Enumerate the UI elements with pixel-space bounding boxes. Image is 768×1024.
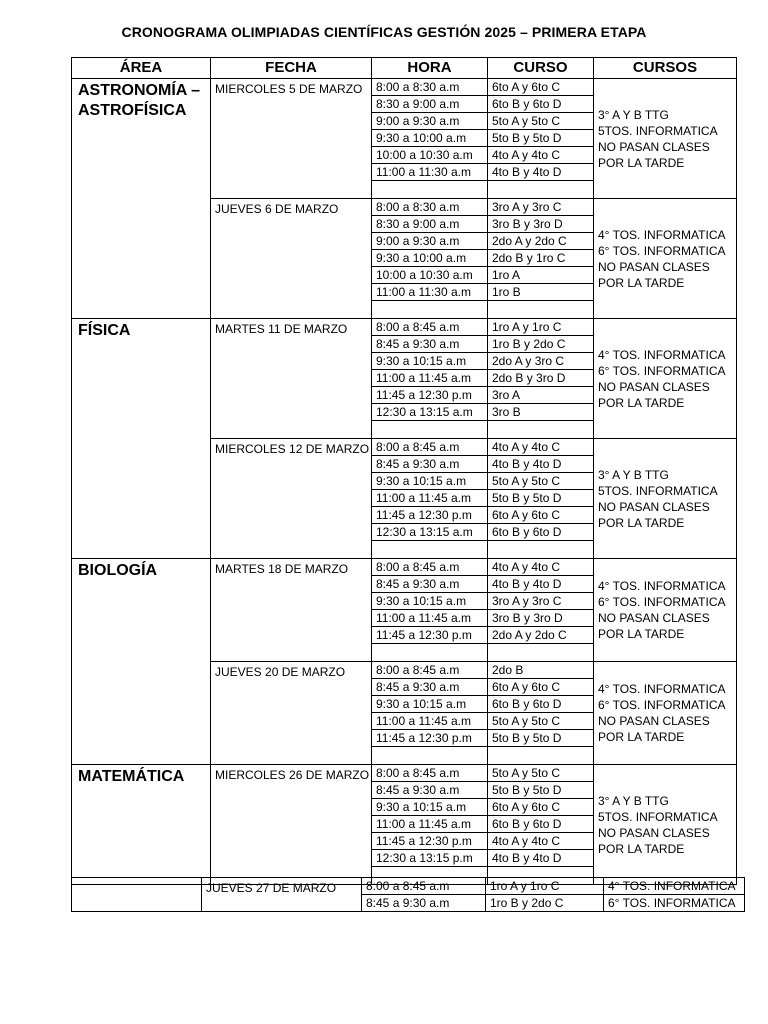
courses-note-line: NO PASAN CLASES POR LA TARDE — [598, 259, 710, 290]
empty-course-cell — [488, 181, 594, 199]
header-cursos: CURSOS — [594, 58, 737, 79]
date-cell: MIERCOLES 26 DE MARZO — [211, 765, 372, 885]
course-cell: 6to A y 6to C — [488, 679, 594, 696]
header-curso: CURSO — [488, 58, 594, 79]
courses-note-line: NO PASAN CLASES POR LA TARDE — [598, 139, 710, 170]
course-cell: 5to A y 5to C — [488, 765, 594, 782]
time-cell: 9:30 a 10:15 a.m — [372, 799, 488, 816]
area-name: FÍSICA — [72, 319, 211, 559]
date-cell: JUEVES 6 DE MARZO — [211, 199, 372, 319]
header-fecha: FECHA — [211, 58, 372, 79]
time-cell: 9:30 a 10:15 a.m — [372, 473, 488, 490]
course-cell: 3ro B y 3ro D — [488, 610, 594, 627]
course-cell: 4to B y 4to D — [488, 850, 594, 867]
courses-note-line: NO PASAN CLASES POR LA TARDE — [598, 499, 710, 530]
course-cell: 2do A y 3ro C — [488, 353, 594, 370]
schedule-table — [71, 57, 737, 885]
courses-note-line: NO PASAN CLASES POR LA TARDE — [598, 714, 710, 744]
course-cell: 4to A y 4to C — [488, 559, 594, 576]
courses-note-line: 4° TOS. INFORMATICA — [598, 227, 726, 242]
time-cell: 8:45 a 9:30 a.m — [372, 456, 488, 473]
time-cell: 11:00 a 11:45 a.m — [372, 713, 488, 730]
course-cell: 1ro A — [488, 267, 594, 284]
time-cell: 11:45 a 12:30 p.m — [372, 730, 488, 747]
course-cell: 4to B y 4to D — [488, 576, 594, 593]
date-cell: MIERCOLES 12 DE MARZO — [211, 439, 372, 559]
time-cell: 12:30 a 13:15 a.m — [372, 524, 488, 541]
course-cell: 5to B y 5to D — [488, 490, 594, 507]
courses-note-line: NO PASAN CLASES POR LA TARDE — [598, 611, 710, 641]
time-cell: 11:00 a 11:30 a.m — [372, 284, 488, 301]
course-cell: 6to B y 6to D — [488, 816, 594, 833]
empty-time-cell — [372, 541, 488, 559]
course-cell: 6to A y 6to C — [488, 79, 594, 96]
empty-course-cell — [488, 421, 594, 439]
time-cell: 8:30 a 9:00 a.m — [372, 96, 488, 113]
courses-note-line: 3° A Y B TTG — [598, 107, 669, 122]
courses-note-cell — [594, 662, 737, 765]
courses-note-cell: 4° TOS. INFORMATICA — [604, 878, 745, 895]
course-cell: 3ro B — [488, 404, 594, 421]
courses-note-line: NO PASAN CLASES POR LA TARDE — [598, 825, 710, 856]
time-cell: 8:30 a 9:00 a.m — [372, 216, 488, 233]
courses-note-line: 6° TOS. INFORMATICA — [598, 698, 726, 712]
time-cell: 8:00 a 8:45 a.m — [372, 662, 488, 679]
empty-time-cell — [372, 301, 488, 319]
course-cell: 3ro A y 3ro C — [488, 593, 594, 610]
empty-course-cell — [488, 747, 594, 765]
time-cell: 8:00 a 8:30 a.m — [372, 199, 488, 216]
table-row — [72, 79, 737, 96]
time-cell: 10:00 a 10:30 a.m — [372, 147, 488, 164]
time-cell: 9:30 a 10:00 a.m — [372, 130, 488, 147]
time-cell: 9:30 a 10:15 a.m — [372, 353, 488, 370]
area-name: MATEMÁTICA — [72, 765, 211, 885]
empty-time-cell — [372, 421, 488, 439]
header-area: ÁREA — [72, 58, 211, 79]
course-cell: 2do B — [488, 662, 594, 679]
time-cell: 8:45 a 9:30 a.m — [362, 895, 486, 912]
course-cell: 1ro A y 1ro C — [488, 319, 594, 336]
course-cell: 4to A y 4to C — [488, 439, 594, 456]
courses-note-line: 6° TOS. INFORMATICA — [598, 595, 726, 609]
table-row — [72, 765, 737, 782]
header-row — [72, 58, 737, 79]
courses-note-line: 3° A Y B TTG — [598, 467, 669, 482]
time-cell: 8:00 a 8:30 a.m — [372, 79, 488, 96]
date-cell: MARTES 18 DE MARZO — [211, 559, 372, 662]
course-cell: 1ro B y 2do C — [486, 895, 604, 912]
course-cell: 4to A y 4to C — [488, 833, 594, 850]
empty-course-cell — [488, 301, 594, 319]
empty-course-cell — [488, 644, 594, 662]
empty-area-cell — [72, 878, 202, 912]
time-cell: 11:00 a 11:45 a.m — [372, 490, 488, 507]
courses-note-cell — [594, 319, 737, 439]
course-cell: 2do A y 2do C — [488, 627, 594, 644]
time-cell: 8:00 a 8:45 a.m — [372, 439, 488, 456]
empty-time-cell — [372, 644, 488, 662]
time-cell: 9:30 a 10:15 a.m — [372, 696, 488, 713]
document-title: CRONOGRAMA OLIMPIADAS CIENTÍFICAS GESTIÓN 2025 – PRIMERA ETAPA — [121, 24, 647, 40]
empty-time-cell — [372, 747, 488, 765]
courses-note-line: NO PASAN CLASES POR LA TARDE — [598, 379, 710, 410]
course-cell: 1ro B y 2do C — [488, 336, 594, 353]
time-cell: 8:00 a 8:45 a.m — [372, 765, 488, 782]
courses-note-cell — [594, 765, 737, 885]
course-cell: 4to B y 4to D — [488, 164, 594, 181]
course-cell: 2do A y 2do C — [488, 233, 594, 250]
date-cell: JUEVES 20 DE MARZO — [211, 662, 372, 765]
time-cell: 12:30 a 13:15 a.m — [372, 404, 488, 421]
empty-time-cell — [372, 181, 488, 199]
time-cell: 9:30 a 10:15 a.m — [372, 593, 488, 610]
courses-note-line: 4° TOS. INFORMATICA — [598, 347, 726, 362]
course-cell: 1ro B — [488, 284, 594, 301]
time-cell: 8:45 a 9:30 a.m — [372, 679, 488, 696]
courses-note-line: 3° A Y B TTG — [598, 793, 669, 808]
course-cell: 5to B y 5to D — [488, 730, 594, 747]
courses-note-line: 5TOS. INFORMATICA — [598, 809, 718, 824]
courses-note-line: 5TOS. INFORMATICA — [598, 123, 718, 138]
area-name: BIOLOGÍA — [72, 559, 211, 765]
course-cell: 3ro A y 3ro C — [488, 199, 594, 216]
course-cell: 6to B y 6to D — [488, 524, 594, 541]
courses-note-cell — [594, 439, 737, 559]
table-row — [72, 319, 737, 336]
course-cell: 5to A y 5to C — [488, 713, 594, 730]
time-cell: 8:45 a 9:30 a.m — [372, 782, 488, 799]
date-cell: MARTES 11 DE MARZO — [211, 319, 372, 439]
course-cell: 3ro A — [488, 387, 594, 404]
course-cell: 3ro B y 3ro D — [488, 216, 594, 233]
courses-note-cell — [594, 79, 737, 199]
course-cell: 2do B y 3ro D — [488, 370, 594, 387]
table-row — [72, 878, 745, 895]
date-cell: MIERCOLES 5 DE MARZO — [211, 79, 372, 199]
time-cell: 12:30 a 13:15 p.m — [372, 850, 488, 867]
course-cell: 5to B y 5to D — [488, 130, 594, 147]
empty-course-cell — [488, 541, 594, 559]
time-cell: 11:00 a 11:45 a.m — [372, 816, 488, 833]
course-cell: 5to A y 5to C — [488, 113, 594, 130]
time-cell: 11:00 a 11:45 a.m — [372, 370, 488, 387]
courses-note-line: 5TOS. INFORMATICA — [598, 483, 718, 498]
courses-note-line: 6° TOS. INFORMATICA — [598, 363, 726, 378]
course-cell: 2do B y 1ro C — [488, 250, 594, 267]
time-cell: 10:00 a 10:30 a.m — [372, 267, 488, 284]
time-cell: 11:45 a 12:30 p.m — [372, 627, 488, 644]
time-cell: 8:00 a 8:45 a.m — [372, 559, 488, 576]
table-row — [72, 559, 737, 576]
area-name: ASTRONOMÍA – ASTROFÍSICA — [72, 79, 211, 319]
course-cell: 6to B y 6to D — [488, 696, 594, 713]
time-cell: 8:45 a 9:30 a.m — [372, 576, 488, 593]
time-cell: 8:45 a 9:30 a.m — [372, 336, 488, 353]
course-cell: 1ro A y 1ro C — [486, 878, 604, 895]
course-cell: 4to B y 4to D — [488, 456, 594, 473]
time-cell: 9:00 a 9:30 a.m — [372, 233, 488, 250]
date-cell: JUEVES 27 DE MARZO — [202, 878, 362, 912]
header-hora: HORA — [372, 58, 488, 79]
courses-note-cell — [594, 559, 737, 662]
time-cell: 8:00 a 8:45 a.m — [362, 878, 486, 895]
time-cell: 11:00 a 11:30 a.m — [372, 164, 488, 181]
time-cell: 11:45 a 12:30 p.m — [372, 387, 488, 404]
time-cell: 9:30 a 10:00 a.m — [372, 250, 488, 267]
courses-note-line: 6° TOS. INFORMATICA — [598, 243, 726, 258]
courses-note-line: 4° TOS. INFORMATICA — [598, 682, 726, 696]
time-cell: 11:45 a 12:30 p.m — [372, 833, 488, 850]
course-cell: 5to B y 5to D — [488, 782, 594, 799]
course-cell: 4to A y 4to C — [488, 147, 594, 164]
time-cell: 11:45 a 12:30 p.m — [372, 507, 488, 524]
course-cell: 5to A y 5to C — [488, 473, 594, 490]
course-cell: 6to A y 6to C — [488, 507, 594, 524]
time-cell: 9:00 a 9:30 a.m — [372, 113, 488, 130]
courses-note-cell — [594, 199, 737, 319]
last-day-table — [71, 877, 745, 912]
courses-note-cell: 6° TOS. INFORMATICA — [604, 895, 745, 912]
course-cell: 6to B y 6to D — [488, 96, 594, 113]
time-cell: 8:00 a 8:45 a.m — [372, 319, 488, 336]
courses-note-line: 4° TOS. INFORMATICA — [598, 579, 726, 593]
course-cell: 6to A y 6to C — [488, 799, 594, 816]
time-cell: 11:00 a 11:45 a.m — [372, 610, 488, 627]
